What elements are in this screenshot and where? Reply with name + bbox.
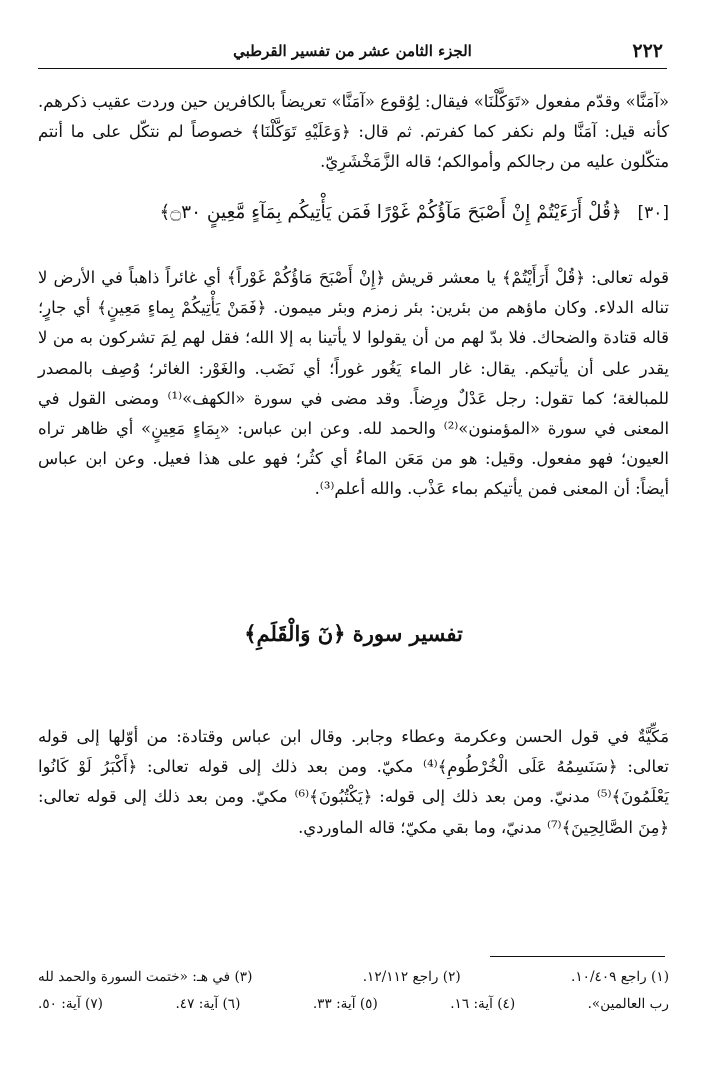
paragraph: مَكِّيَّةٌ في قول الحسن وعكرمة وعطاء وجابر. وقال ابن عباس وقتادة: من أوّلها إلى قوله تعالى: ﴿سَنَسِمُهُ عَلَى الْخُرْطُومِ﴾⁽⁴⁾ مكيّ. ومن بعد ذلك إلى قوله تعالى: ﴿أَكْبَرُ لَوْ كَانُوا يَعْلَمُونَ﴾⁽⁵⁾ مدنيّ. ومن بعد ذلك إلى قوله: ﴿يَكْتُبُونَ﴾⁽⁶⁾ مكيّ. ومن بعد ذلك إلى قوله تعالى: ﴿مِنَ الصَّالِحِينَ﴾⁽⁷⁾ مدنيّ، وما بقي مكيّ؛ قاله الماوردي. bbox=[38, 727, 669, 837]
verse-text: ﴿قُلْ أَرَءَيْتُمْ إِنْ أَصْبَحَ مَآؤُكُمْ غَوْرًا فَمَن يَأْتِيكُم بِمَآءٍ مَّعِينٍ ۝٣٠﴾ bbox=[159, 202, 622, 223]
page-number: ٢٢٢ bbox=[632, 40, 663, 62]
footnotes bbox=[38, 964, 669, 1018]
verse-heading bbox=[38, 198, 669, 228]
running-title: الجزء الثامن عشر من تفسير القرطبي bbox=[233, 42, 472, 60]
footnote-6: (٦) آية: ٤٧. bbox=[175, 996, 241, 1012]
footnote-4: (٤) آية: ١٦. bbox=[450, 996, 516, 1012]
commentary-block-3 bbox=[38, 722, 669, 843]
footnote-3-continued: رب العالمين». bbox=[587, 996, 669, 1012]
paragraph: «آمَنَّا» وقدّم مفعول «تَوَكَّلْنَا» فيقال: لِوُقوع «آمَنَّا» تعريضاً بالكافرين حين وردت عقيب ذكرهم. كأنه قيل: آمَنَّا ولم نكفر كما كفرتم. ثم قال: ﴿وَعَلَيْهِ تَوَكَّلْنَا﴾ خصوصاً لم نتكّل على ما أنتم متكّلون عليه من رجالكم وأموالكم؛ قاله الزَّمَخْشَرِيّ. bbox=[38, 92, 669, 172]
footnote-3: (٣) في هـ: «ختمت السورة والحمد لله bbox=[38, 969, 253, 985]
surah-title: تفسير سورة ﴿نٓ وَالْقَلَمِ﴾ bbox=[244, 621, 463, 646]
paragraph: قوله تعالى: ﴿قُلْ أَرَأَيْتُمْ﴾ يا معشر قريش ﴿إِنْ أَصْبَحَ مَاؤُكُمْ غَوْراً﴾ أي غائراً ذاهباً في الأرض لا تناله الدلاء. وكان ماؤهم من بئرين: بئر زمزم وبئر ميمون. ﴿فَمَنْ يَأْتِيكُمْ بِماءٍ مَعِينٍ﴾ أي جارٍ؛ قاله قتادة والضحاك. فلا بدّ لهم من أن يقولوا لا يأتينا به إلا الله؛ فقل لهم لِمَ تشركون به من لا يقدر على أن يأتيكم. يقال: غار الماء يَغُور غوراً؛ أي نَضَب. والغَوْر: الغائر؛ وُصِف بالمصدر للمبالغة؛ كما تقول: رجل عَدْلٌ ورِضاً. وقد مضى في سورة «الكهف»⁽¹⁾ ومضى القول في المعنى في سورة «المؤمنون»⁽²⁾ والحمد لله. وعن ابن عباس: «بِمَاءٍ مَعِينٍ» أي ظاهر تراه العيون؛ فهو مفعول. وقيل: هو من مَعَن الماءُ أي كثُر؛ فهو على هذا فعيل. وعن ابن عباس أيضاً: أن المعنى فمن يأتيكم بماء عَذْب. والله أعلم⁽³⁾. bbox=[38, 268, 670, 499]
footnote-row bbox=[38, 991, 669, 1018]
footnote-5: (٥) آية: ٣٣. bbox=[312, 996, 378, 1012]
footnote-7: (٧) آية: ٥٠. bbox=[38, 996, 103, 1012]
page-header bbox=[38, 38, 667, 69]
footnote-1: (١) راجع ١٠/٤٠٩. bbox=[571, 969, 669, 985]
verse-number: [٣٠] bbox=[637, 203, 669, 223]
commentary-block-1 bbox=[38, 87, 669, 178]
footnote-2: (٢) راجع ١٢/١١٢. bbox=[362, 969, 461, 985]
footnote-row bbox=[38, 964, 669, 991]
footnote-divider bbox=[490, 956, 665, 957]
commentary-block-2 bbox=[38, 263, 669, 505]
